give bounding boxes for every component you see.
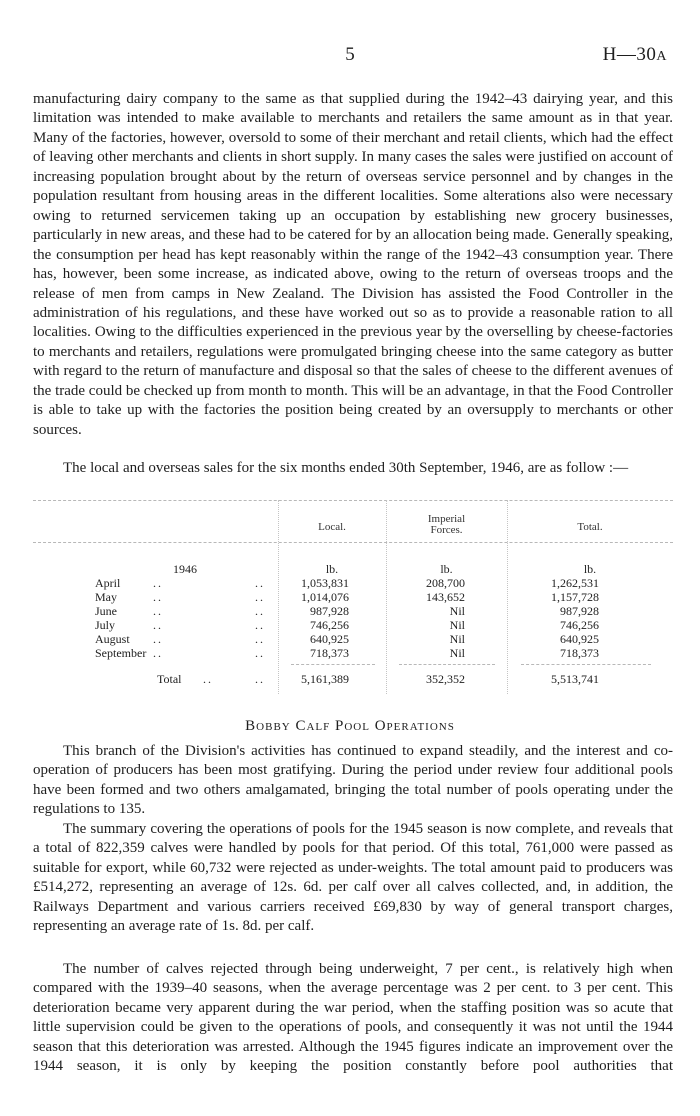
- total-rule-local: [291, 664, 375, 665]
- row-imperial: Nil: [449, 604, 465, 618]
- row-imperial: Nil: [449, 646, 465, 660]
- paragraph-text: The summary covering the operations of pools for the 1945 season is now complete, and reveals that a total of 822,359 calves were handled by pools for that period. Of this total, 761,000 were passed as suitable for export, while 60,732 were rejected as under-weights. The total amount paid to producers was £514,272, representing an average of 12s. 6d. per calf over all calves collected, and, in addition, the Railways Department and various carriers received £69,830 by way of general transport charges, representing an average rate of 1s. 8d. per calf.: [33, 821, 673, 935]
- row-imperial: Nil: [449, 632, 465, 646]
- row-month: May: [95, 590, 117, 604]
- total-imperial: 352,352: [426, 672, 465, 686]
- sales-table: [33, 498, 673, 695]
- page-number: 5: [345, 44, 355, 65]
- row-month: June: [95, 604, 117, 618]
- paragraph-sales-intro: [33, 459, 673, 478]
- row-local: 718,373: [310, 646, 349, 660]
- row-month: August: [95, 632, 130, 646]
- row-local: 640,925: [310, 632, 349, 646]
- leader-dots: ..: [153, 604, 163, 618]
- page-header: [33, 44, 667, 68]
- row-local: 987,928: [310, 604, 349, 618]
- row-month: April: [95, 576, 121, 590]
- table-top-rule: [33, 500, 673, 501]
- paragraph-food-controller: [33, 90, 673, 440]
- leader-dots: ..: [255, 672, 265, 686]
- header-imperial-line-2: Forces.: [430, 524, 463, 536]
- document-code: [603, 44, 667, 66]
- table-row: [33, 604, 673, 618]
- leader-dots: ..: [203, 672, 213, 686]
- paragraph-text: The number of calves rejected through being underweight, 7 per cent., is relatively high when compared with the 1939–40 seasons, when the average percentage was 2 per cent. to 3 per cent. This deterioration became very apparent during the war period, when the staffing position was so acute that little supervision could be given to the operations of pools, and consequently it was not until the 1944 season that this deterioration was arrested. Although the 1945 figures indicate an improvement over the 1944 season, it is only by keeping the position constantly before pool authorities that: [33, 961, 673, 1075]
- leader-dots: ..: [153, 590, 163, 604]
- unit-total: lb.: [583, 562, 597, 576]
- header-total: Total.: [577, 521, 603, 533]
- paragraph-text: manufacturing dairy company to the same as that supplied during the 1942–43 dairying year, and this limitation was intended to make available to merchants and retailers the same amount as in that year. Many of the factories, however, oversold to some of their merchant and retail clients, which had the effect of leaving other merchants and clients in short supply. In many cases the sales were justified on account of increasing population brought about by the return of overseas service personnel and by changes in the population resultant from housing areas in the different localities. Some alterations also were necessary owing to returned servicemen taking up an occupation by establishing new grocery businesses, particularly in new areas, and these had to be catered for by an allocation being made. Generally speaking, the consumption per head has kept reasonably within the range of the 1942–43 consumption year. There has, however, been some increase, as indicated above, owing to the return of overseas troops and the release of men from camps in New Zealand. The Division has assisted the Food Controller in the administration of his regulations, and these have worked out so as to provide a reasonable ration to all localities. Owing to the difficulties experienced in the previous year by the overselling by cheese-factories to merchants and retailers, regulations were promulgated bringing cheese into the same category as butter with regard to the return of manufacture and disposal so that the sales of cheese to the different avenues of the trade could be checked up from month to month. This will be an advantage, in that the Food Controller is able to take up with the factories the position being created by an oversupply to merchants or other sources.: [33, 91, 673, 438]
- table-header-rule: [33, 542, 673, 543]
- leader-dots: ..: [153, 646, 163, 660]
- table-row: [33, 632, 673, 646]
- total-total: 5,513,741: [551, 672, 599, 686]
- leader-dots: ..: [255, 604, 265, 618]
- row-imperial: 208,700: [426, 576, 465, 590]
- leader-dots: ..: [255, 576, 265, 590]
- table-row: [33, 576, 673, 590]
- header-local: Local.: [318, 521, 346, 533]
- row-month: September: [95, 646, 147, 660]
- row-total: 1,157,728: [551, 590, 599, 604]
- row-total: 746,256: [560, 618, 599, 632]
- section-heading: Bobby Calf Pool Operations: [245, 718, 455, 734]
- row-month: July: [95, 618, 116, 632]
- row-total: 640,925: [560, 632, 599, 646]
- leader-dots: ..: [255, 646, 265, 660]
- row-total: 987,928: [560, 604, 599, 618]
- row-local: 1,014,076: [301, 590, 349, 604]
- row-total: 1,262,531: [551, 576, 599, 590]
- document-code-suffix: A: [656, 49, 667, 64]
- header-imperial-line-1: Imperial: [427, 513, 466, 525]
- row-local: 746,256: [310, 618, 349, 632]
- unit-imperial: lb.: [440, 562, 453, 576]
- row-local: 1,053,831: [301, 576, 349, 590]
- paragraph-underweight: [33, 960, 673, 1077]
- paragraph-text: This branch of the Division's activities has continued to expand steadily, and the interest and co-operation of producers has been most gratifying. During the period under review four additional pools have been formed and two others amalgamated, bringing the total number of pools operating under the regulations to 135.: [33, 743, 673, 818]
- header-imperial-forces: [386, 514, 507, 536]
- document-code-main: H—30: [602, 44, 657, 65]
- leader-dots: ..: [153, 618, 163, 632]
- table-row: [33, 646, 673, 660]
- row-imperial: 143,652: [426, 590, 465, 604]
- leader-dots: ..: [153, 632, 163, 646]
- unit-local: lb.: [325, 562, 339, 576]
- paragraph-1945-summary: [33, 820, 673, 937]
- row-total: 718,373: [560, 646, 599, 660]
- total-rule-total: [521, 664, 651, 665]
- row-imperial: Nil: [449, 618, 465, 632]
- leader-dots: ..: [153, 576, 163, 590]
- total-rule-imperial: [399, 664, 495, 665]
- leader-dots: ..: [255, 590, 265, 604]
- table-year: 1946: [173, 562, 197, 576]
- leader-dots: ..: [255, 632, 265, 646]
- paragraph-text: The local and overseas sales for the six months ended 30th September, 1946, are as follow :—: [63, 460, 629, 476]
- total-label: Total: [157, 672, 182, 686]
- total-local: 5,161,389: [301, 672, 349, 686]
- table-row: [33, 618, 673, 632]
- paragraph-pool-expansion: [33, 742, 673, 820]
- table-row: [33, 590, 673, 604]
- leader-dots: ..: [255, 618, 265, 632]
